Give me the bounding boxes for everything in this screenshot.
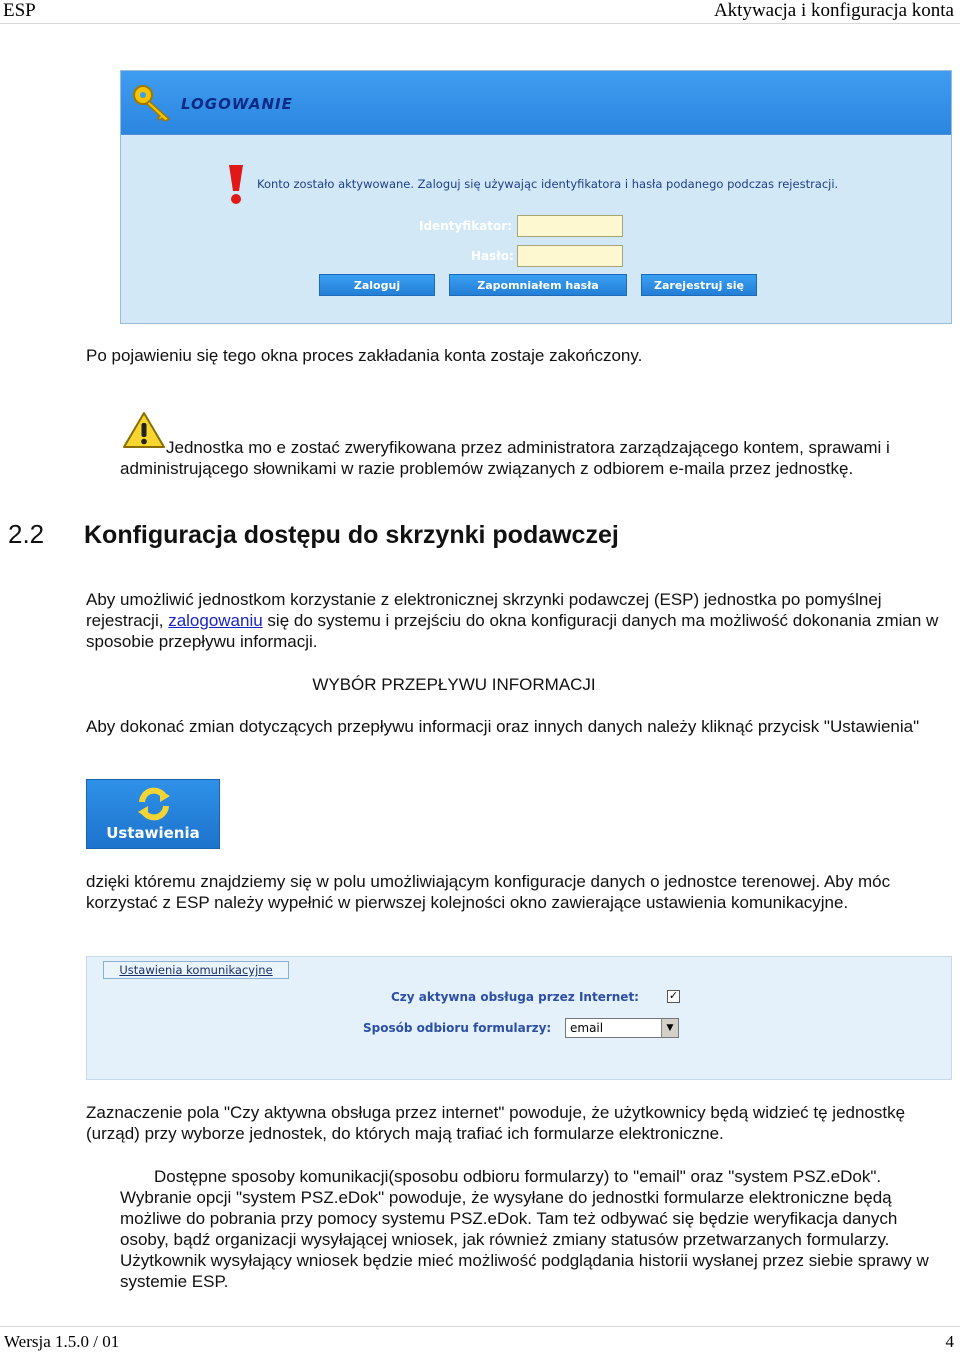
paragraph-communication-methods: Dostępne sposoby komunikacji(sposobu odbioru formularzy) to "email" oraz "system PSZ.eDok". Wybranie opcji "system PSZ.eDok" powoduje, że wysyłane do jednostki formularze elektroniczne będą możliwe do pobrania przy pomocy systemu PSZ.eDok. Tam też odbywać się będzie weryfikacja danych osoby, bądź organizacji wysyłającej wniosek, jak również zmiany statusów przetwarzanych formularzy. Użytkownik wysyłający wniosek będzie mieć możliwość podglądania historii wysłanej przez siebie sprawy w systemie ESP. — [120, 1167, 929, 1291]
login-message: Konto zostało aktywowane. Zaloguj się używając identyfikatora i hasła podanego podczas rejestracji. — [257, 177, 839, 191]
paragraph-esp-config — [86, 589, 946, 652]
receive-method-select[interactable] — [565, 1018, 679, 1038]
ustawienia-label: Ustawienia — [106, 824, 200, 842]
password-label: Hasło: — [471, 249, 514, 263]
header-left: ESP — [3, 0, 36, 21]
exclamation-icon — [225, 163, 247, 205]
page-footer — [0, 1326, 960, 1351]
chevron-down-icon[interactable]: ▼ — [661, 1019, 678, 1037]
paragraph-settings-instructions: Aby dokonać zmian dotyczących przepływu informacji oraz innych danych należy kliknąć przycisk "Ustawienia" — [86, 717, 920, 736]
forgot-password-button[interactable]: Zapomniałem hasła — [449, 274, 627, 296]
receive-method-value: email — [570, 1021, 604, 1035]
settings-screenshot — [86, 956, 952, 1080]
paragraph-text: Aby umożliwić jednostkom korzystanie z elektronicznej skrzynki podawczej (ESP) jednostka po pomyślnej rejestracji, — [86, 590, 882, 630]
section-number: 2.2 — [8, 519, 45, 549]
internet-label: Czy aktywna obsługa przez Internet: — [391, 990, 639, 1004]
identifier-input[interactable] — [517, 215, 623, 237]
paragraph-text: się do systemu i przejściu do okna konfiguracji danych ma możliwość dokonania zmian w sposobie przepływu informacji. — [86, 611, 939, 651]
section-title: Konfiguracja dostępu do skrzynki podawczej — [84, 521, 619, 549]
ustawienia-button[interactable] — [86, 779, 220, 849]
section-heading — [8, 519, 619, 550]
flow-choice-heading: WYBÓR PRZEPŁYWU INFORMACJI — [312, 675, 596, 694]
page-header — [0, 0, 960, 24]
page-number: 4 — [945, 1332, 954, 1351]
header-right: Aktywacja i konfiguracja konta — [713, 0, 954, 21]
register-button[interactable]: Zarejestruj się — [641, 274, 757, 296]
zalogowaniu-link[interactable]: zalogowaniu — [168, 611, 263, 630]
receive-method-label: Sposób odbioru formularzy: — [363, 1021, 552, 1035]
paragraph-account-complete: Po pojawieniu się tego okna proces zakładania konta zostaje zakończony. — [86, 346, 643, 365]
paragraph-internet-checkbox: Zaznaczenie pola "Czy aktywna obsługa przez internet" powoduje, że użytkownicy będą widzieć tę jednostkę (urząd) przy wyborze jednostek, do których mają trafiać ich formularze elektroniczne. — [86, 1103, 906, 1143]
password-input[interactable] — [517, 245, 623, 267]
paragraph-config-field: dzięki któremu znajdziemy się w polu umożliwiającym konfiguracje danych o jednostce terenowej. Aby móc korzystać z ESP należy wypełnić w pierwszej kolejności okno zawierające ustawienia komunikacyjne. — [86, 872, 891, 912]
login-title: LOGOWANIE — [181, 95, 293, 113]
login-title-bar — [121, 71, 951, 135]
identifier-label: Identyfikator: — [419, 219, 512, 233]
internet-checkbox[interactable]: ✓ — [668, 990, 679, 1002]
key-icon — [131, 83, 175, 123]
paragraph-verification-note: Jednostka mo e zostać zweryfikowana przez administratora zarządzającego kontem, sprawami i administrującego słownikami w razie problemów związanych z odbiorem e-maila przez jednostkę. — [120, 438, 890, 478]
login-button[interactable]: Zaloguj — [319, 274, 435, 296]
tab-ustawienia-komunikacyjne[interactable]: Ustawienia komunikacyjne — [103, 961, 289, 979]
login-screenshot — [120, 70, 952, 324]
version-label: Wersja 1.5.0 / 01 — [4, 1332, 120, 1351]
refresh-icon — [134, 784, 174, 824]
